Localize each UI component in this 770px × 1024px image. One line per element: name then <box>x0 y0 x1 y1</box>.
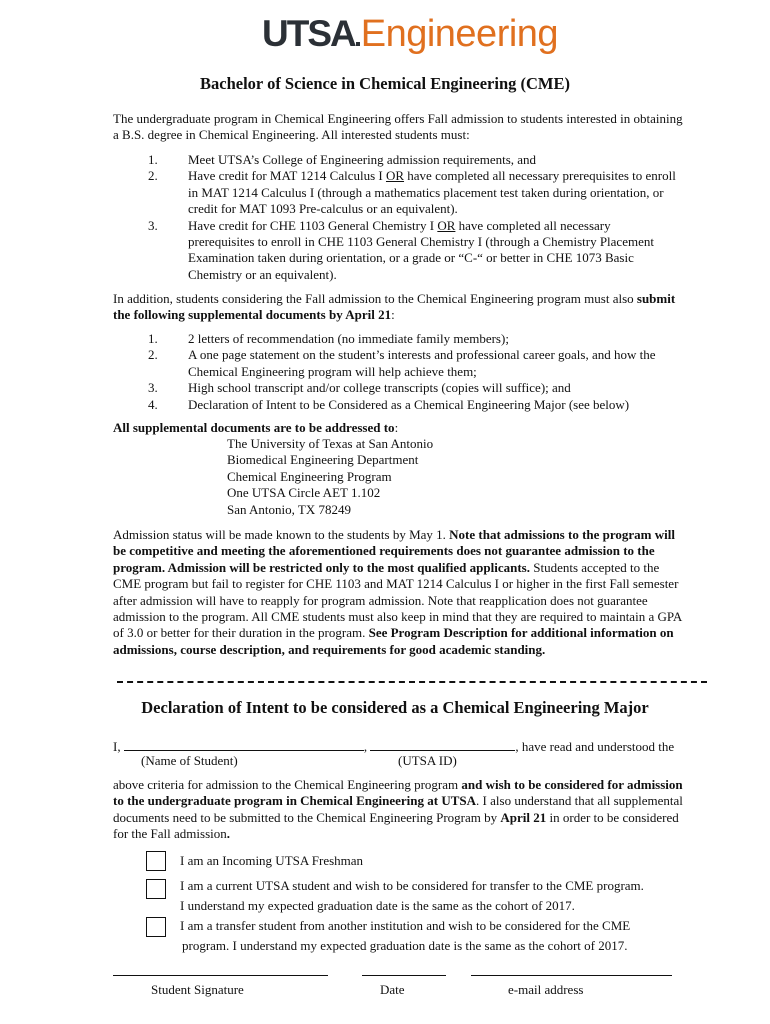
current-student-option-label: I am a current UTSA student and wish to be considered for transfer to the CME program. I understand my expected graduation date is the same as the cohort of 2017. <box>180 878 644 914</box>
name-field[interactable] <box>124 738 364 751</box>
list-number: 3. <box>148 217 158 233</box>
address-line: Biomedical Engineering Department <box>227 452 419 468</box>
transfer-student-checkbox[interactable] <box>146 917 166 937</box>
email-label: e-mail address <box>508 982 584 997</box>
list-text: High school transcript and/or college transcripts (copies will suffice); and <box>188 380 571 396</box>
list-text: Have credit for MAT 1214 Calculus I OR have completed all necessary prerequisites to enroll in MAT 1214 Calculus I (through a mathematics placement test taken during orientation, or credit for MAT 1093 Pre-calculus or an equivalent). <box>188 168 676 217</box>
utsa-engineering-logo <box>262 13 559 68</box>
list-item <box>148 380 678 396</box>
address-line: One UTSA Circle AET 1.102 <box>227 485 381 501</box>
transfer-student-option-label: I am a transfer student from another institution and wish to be considered for the CME program. I understand my expected graduation date is the same as the cohort of 2017. <box>180 918 631 954</box>
logo-engineering-text: Engineering <box>360 13 559 55</box>
list-text: A one page statement on the student’s interests and professional career goals, and how the Chemical Engineering program will help achieve them; <box>188 347 656 379</box>
address-line: The University of Texas at San Antonio <box>227 436 434 451</box>
mailing-address <box>227 436 627 518</box>
student-signature-label: Student Signature <box>151 982 244 997</box>
declaration-body: above criteria for admission to the Chemical Engineering program and wish to be considered for admission to the undergraduate program in Chemical Engineering at UTSA. I also understand that all supplemental documents need to be submitted to the Chemical Engineering Program by April 21 in order to be considered for the Fall admission. <box>113 777 683 842</box>
address-line: Chemical Engineering Program <box>227 468 392 484</box>
logo-dot <box>356 42 360 46</box>
date-field[interactable] <box>362 975 446 976</box>
list-text: Meet UTSA’s College of Engineering admission requirements, and <box>188 152 537 167</box>
admission-paragraph: Admission status will be made known to the students by May 1. Note that admissions to the program will be competitive and meeting the aforementioned requirements does not guarantee admission to the program. Admission will be restricted only to the most qualified applicants. Students accepted to the CME program but fail to register for CHE 1103 and MAT 1214 Calculus I or higher in the first Fall semester after admission will have to reapply for program admission. Note that reapplication does not guarantee admission to the program. All CME students must also keep in mind that they are required to maintain a GPA of 3.0 or better for their duration in the program. See Program Description for additional information on admissions, course description, and requirements for good academic standing. <box>113 527 682 657</box>
utsa-id-label: (UTSA ID) <box>398 753 457 768</box>
list-number: 1. <box>148 152 158 167</box>
list-text: Have credit for CHE 1103 General Chemistry I OR have completed all necessary prerequisites to enroll in CHE 1103 General Chemistry I (through a Chemistry Placement Examination taken during orientation, or a grade or “C-“ or better in CHE 1073 Basic Chemistry or an equivalent). <box>188 217 654 282</box>
freshman-checkbox[interactable] <box>146 851 166 871</box>
declaration-title: Declaration of Intent to be considered as a Chemical Engineering Major <box>141 698 649 717</box>
page-title: Bachelor of Science in Chemical Engineering (CME) <box>200 74 570 93</box>
list-text: Declaration of Intent to be Considered as a Chemical Engineering Major (see below) <box>188 396 630 412</box>
date-label: Date <box>380 982 405 997</box>
logo-utsa-text: UTSA <box>262 13 355 54</box>
list-number: 3. <box>148 380 158 396</box>
address-line: San Antonio, TX 78249 <box>227 501 351 517</box>
list-item <box>148 218 678 284</box>
requirements-list <box>148 152 678 283</box>
list-text: 2 letters of recommendation (no immediate family members); <box>188 331 509 346</box>
supplemental-list <box>148 331 678 413</box>
current-student-checkbox[interactable] <box>146 879 166 899</box>
list-number: 4. <box>148 396 158 412</box>
list-item <box>148 331 678 347</box>
list-item <box>148 347 678 380</box>
student-signature-field[interactable] <box>113 975 328 976</box>
list-number: 1. <box>148 331 158 346</box>
email-field[interactable] <box>471 975 672 976</box>
utsa-id-field[interactable] <box>370 738 515 751</box>
intro-paragraph: The undergraduate program in Chemical Engineering offers Fall admission to students interested in obtaining a B.S. degree in Chemical Engineering. All interested students must: <box>113 111 683 143</box>
list-item <box>148 397 678 413</box>
freshman-option-label: I am an Incoming UTSA Freshman <box>180 853 364 868</box>
list-number: 2. <box>148 168 158 184</box>
list-item <box>148 152 678 168</box>
name-label: (Name of Student) <box>141 753 238 768</box>
cut-line-divider <box>117 681 707 683</box>
list-number: 2. <box>148 347 158 363</box>
declaration-name-line: I, , , have read and understood the <box>113 739 675 754</box>
address-heading: All supplemental documents are to be addressed to: <box>113 420 399 435</box>
list-item <box>148 168 678 217</box>
supplemental-intro: In addition, students considering the Fall admission to the Chemical Engineering program must also submit the following supplemental documents by April 21: <box>113 291 676 323</box>
